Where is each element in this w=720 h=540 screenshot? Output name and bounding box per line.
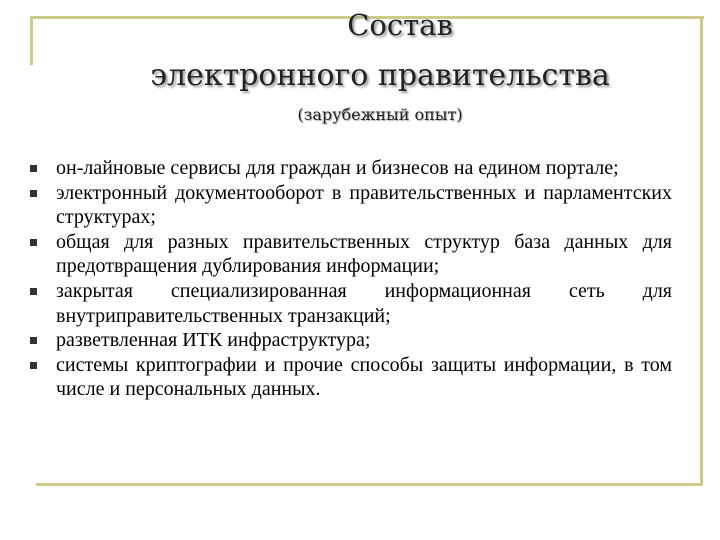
bullet-text: электронный документооборот в правительственных и парламентских структурах; (56, 181, 672, 229)
slide-title-line-1: Состав (347, 8, 453, 42)
bullet-list (26, 156, 672, 402)
bullet-item (26, 328, 672, 353)
bullet-item (26, 279, 672, 328)
square-bullet-icon (30, 239, 37, 246)
bullet-text: он-лайновые сервисы для граждан и бизнесов на едином портале; (56, 157, 619, 179)
bullet-text: общая для разных правительственных структур база данных для предотвращения дублирования информации; (56, 230, 672, 278)
bullet-item (26, 156, 672, 181)
slide-subtitle: (зарубежный опыт) (297, 105, 463, 124)
bullet-item (26, 181, 672, 230)
bullet-item (26, 353, 672, 402)
bullet-text: разветвленная ИТК инфраструктура; (56, 329, 371, 352)
square-bullet-icon (30, 362, 37, 369)
frame-bottom-line (36, 483, 703, 486)
bullet-text: закрытая специализированная информационная сеть для внутриправительственных транзакций; (56, 279, 672, 327)
bullet-text: системы криптографии и прочие способы защиты информации, в том числе и персональных данных. (56, 353, 672, 401)
square-bullet-icon (30, 165, 37, 172)
bullet-item (26, 230, 672, 279)
square-bullet-icon (30, 190, 37, 197)
slide-title-line-2: электронного правительства (150, 58, 610, 93)
square-bullet-icon (30, 288, 37, 295)
square-bullet-icon (30, 337, 37, 344)
